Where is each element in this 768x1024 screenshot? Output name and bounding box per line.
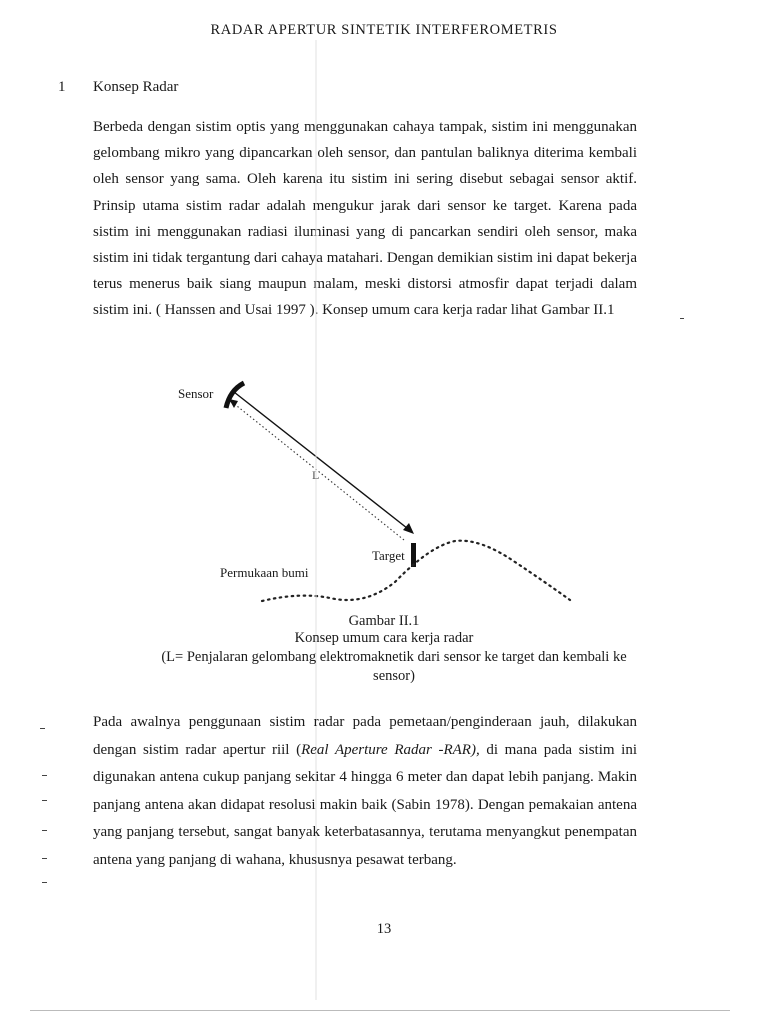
scan-mark: [42, 830, 47, 831]
path-length-label: L: [312, 468, 320, 482]
section-number: 1: [58, 79, 66, 95]
paragraph-radar-concept: Berbeda dengan sistim optis yang menggunakan cahaya tampak, sistim ini menggunakan gelombang mikro yang dipancarkan oleh sensor, dan pantulan baliknya diterima kembali oleh sensor yang sama. Oleh karena itu sistim ini sering disebut sebagai sensor aktif. Prinsip utama sistim radar adalah mengukur jarak dari sensor ke target. Karena pada sistim ini menggunakan radiasi iluminasi yang di pancarkan sendiri oleh sensor, maka sistim ini tidak tergantung dari cahaya matahari. Dengan demikian sistim ini dapat bekerja terus menerus baik siang maupun malam, meski distorsi atmosfir dapat terjadi dalam sistim ini. ( Hanssen and Usai 1997 ). Konsep umum cara kerja radar lihat Gambar II.1: [93, 119, 637, 319]
scan-mark: [680, 318, 684, 319]
running-header: RADAR APERTUR SINTETIK INTERFEROMETRIS: [210, 22, 558, 38]
scan-mark: [42, 775, 47, 776]
scan-mark: [42, 858, 47, 859]
target-label: Target: [372, 548, 405, 563]
scan-mark: [40, 728, 45, 729]
page-number: 13: [376, 921, 392, 937]
transmit-path-line: [234, 392, 412, 532]
scan-edge-line: [30, 1010, 730, 1011]
paragraph-rar-text-1: Pada awalnya penggunaan sistim radar pada pemetaan/penginderaan jauh, dilakukan dengan sistim radar apertur riil (: [93, 714, 637, 758]
figure-note: (L= Penjalaran gelombang elektromaknetik dari sensor ke target dan kembali ke sensor): [161, 649, 627, 684]
paragraph-rar: [93, 709, 637, 874]
paragraph-rar-italic: Real Aperture Radar -RAR),: [301, 741, 480, 758]
sensor-label: Sensor: [178, 386, 214, 401]
figure-title: Konsep umum cara kerja radar: [294, 630, 474, 646]
paragraph-rar-text-2: di mana pada sistim ini digunakan antena cukup panjang sekitar 4 hingga 6 meter dan dapat lebih panjang. Makin panjang antena akan didapat resolusi makin baik (Sabin 1978). Dengan pemakaian antena yang panjang tersebut, sangat banyak keterbatasannya, terutama menyangkut penempatan antena yang panjang di wahana, khususnya pesawat terbang.: [93, 741, 637, 868]
section-title: Konsep Radar: [93, 79, 179, 95]
figure-number: Gambar II.1: [348, 613, 420, 629]
transmit-arrowhead: [403, 523, 414, 534]
return-arrowhead: [229, 399, 238, 408]
earth-surface-label: Permukaan bumi: [220, 565, 309, 580]
scan-mark: [42, 800, 47, 801]
scan-mark: [42, 882, 47, 883]
